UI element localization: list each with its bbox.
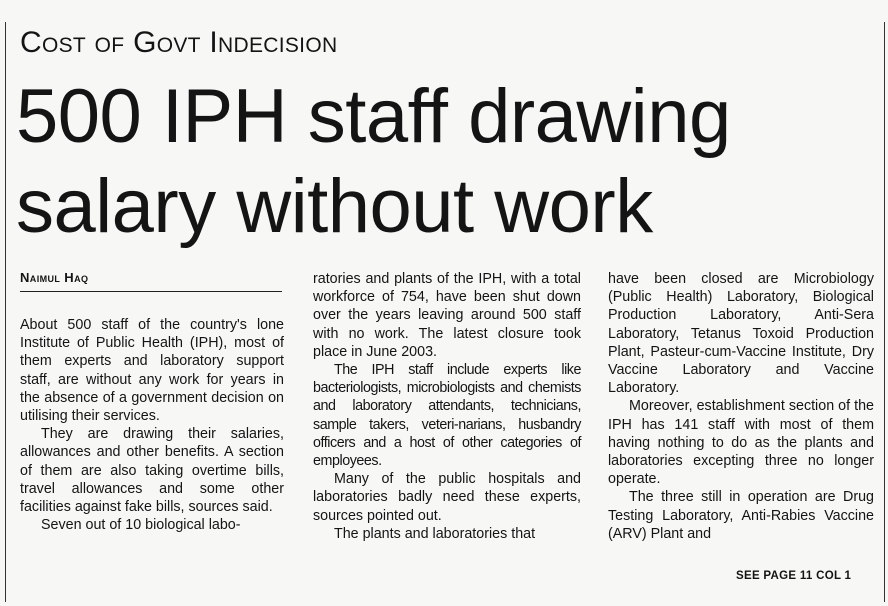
byline: Naimul Haq bbox=[20, 270, 282, 292]
paragraph: ratories and plants of the IPH, with a total workforce of 754, have been shut down over the years leaving around 500 staff with no work. The latest closure took place in June 2003. bbox=[313, 271, 581, 360]
continuation-jump-line: SEE PAGE 11 COL 1 bbox=[736, 570, 852, 582]
byline-block bbox=[20, 270, 282, 292]
paragraph: have been closed are Microbiology (Public Health) Laboratory, Biological Production Laboratory, Anti-Sera Laboratory, Tetanus Toxoid Production Plant, Pasteur-cum-Vaccine Institute, Dry Vaccine Laboratory and Vaccine Laboratory. bbox=[608, 271, 874, 397]
headline-line-1: 500 IPH staff drawing bbox=[16, 74, 731, 159]
paragraph: Seven out of 10 biological labo- bbox=[41, 517, 241, 534]
left-border-rule bbox=[5, 22, 6, 602]
paragraph: They are drawing their salaries, allowances and other benefits. A section of them are also taking overtime bills, travel allowances and some other facilities against fake bills, sources said. bbox=[20, 426, 284, 516]
headline-line-2: salary without work bbox=[16, 164, 653, 249]
paragraph: The plants and laboratories that bbox=[334, 525, 536, 542]
paragraph: Many of the public hospitals and laboratories badly need these experts, sources pointed out. bbox=[313, 471, 581, 524]
article-column-2 bbox=[313, 270, 581, 543]
article-column-1 bbox=[20, 316, 284, 534]
paragraph: About 500 staff of the country's lone Institute of Public Health (IPH), most of them experts and laboratory support staff, are without any work for years in the absence of a government decision on utilising their services. bbox=[20, 317, 284, 425]
article-column-3 bbox=[608, 270, 874, 543]
kicker: Cost of Govt Indecision bbox=[20, 26, 338, 59]
headline bbox=[16, 72, 876, 252]
paragraph: Moreover, establishment section of the IPH has 141 staff with most of them having nothing to do as the plants and laboratories excepting three no longer operate. bbox=[608, 398, 874, 488]
right-border-rule bbox=[884, 22, 885, 602]
paragraph: The three still in operation are Drug Testing Laboratory, Anti-Rabies Vaccine (ARV) Plant and bbox=[608, 489, 874, 542]
paragraph: The IPH staff include experts like bacteriologists, microbiologists and chemists and laboratory attendants, technicians, sample takers, veteri-narians, husbandry officers and a host of other categories of employees. bbox=[313, 362, 581, 470]
